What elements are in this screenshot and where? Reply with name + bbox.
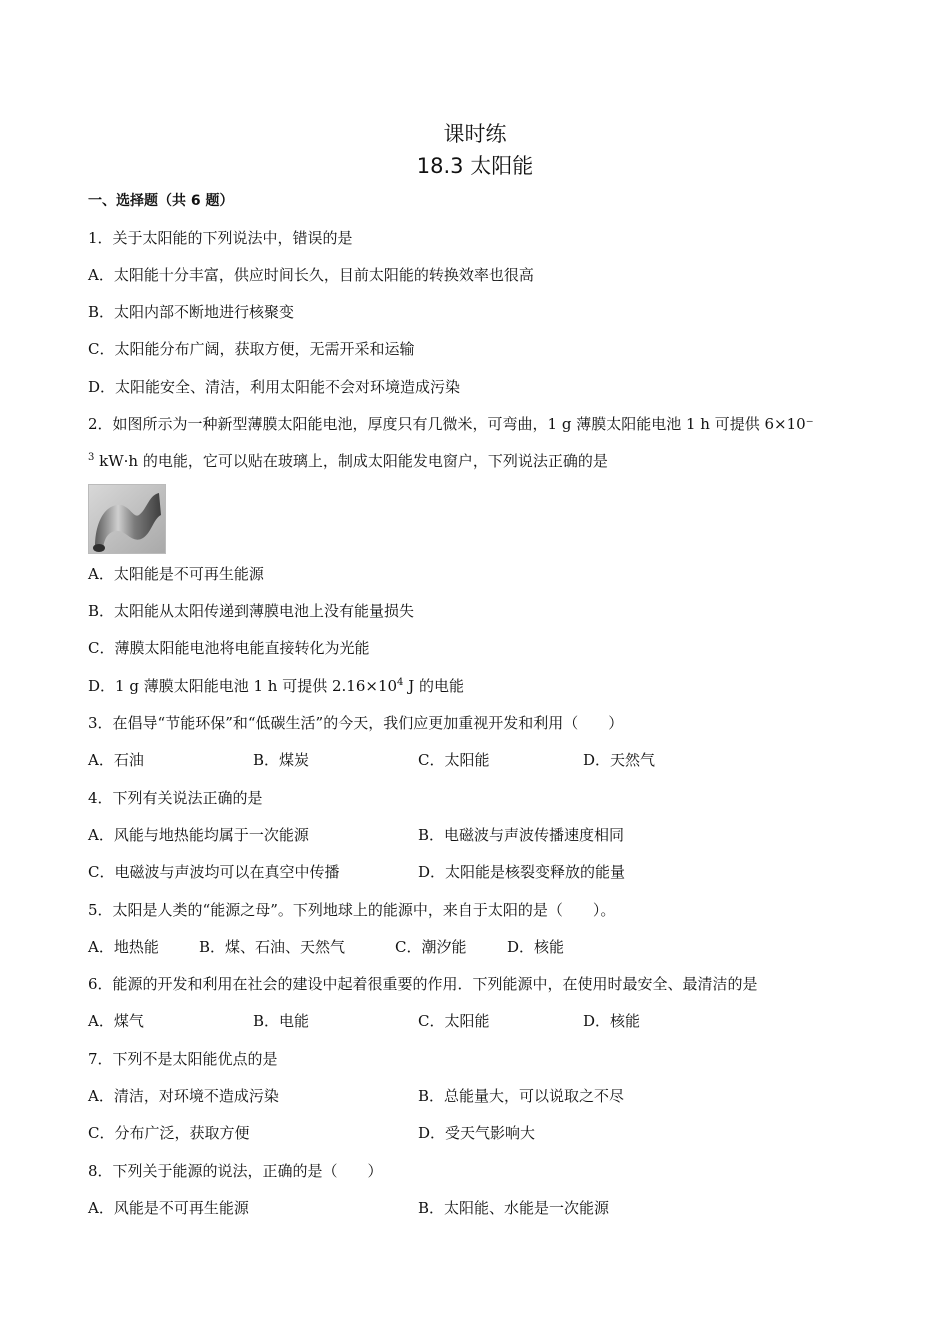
q2-option-c: C．薄膜太阳能电池将电能直接转化为光能 [88,639,370,657]
q3-stem: 3．在倡导“节能环保”和“低碳生活”的今天，我们应更加重视开发和利用（ ） [88,714,624,732]
q4-option-d: D．太阳能是核裂变释放的能量 [418,863,626,881]
solar-film-picture [89,485,165,553]
section-heading: 一、选择题（共 6 题） [88,193,234,209]
q1-option-c: C．太阳能分布广阔，获取方便，无需开采和运输 [88,340,415,358]
q7-stem: 7．下列不是太阳能优点的是 [88,1050,278,1068]
q8-option-b: B．太阳能、水能是一次能源 [418,1199,610,1217]
q7-option-b: B．总能量大，可以说取之不尽 [418,1087,625,1105]
q5-option-b: B．煤、石油、天然气 [199,938,346,956]
q1-option-d: D．太阳能安全、清洁，利用太阳能不会对环境造成污染 [88,378,461,396]
page-title: 课时练 [443,122,507,146]
q4-option-b: B．电磁波与声波传播速度相同 [418,826,625,844]
q8-stem: 8．下列关于能源的说法，正确的是（ ） [88,1162,383,1180]
q1-option-a: A．太阳能十分丰富，供应时间长久，目前太阳能的转换效率也很高 [88,266,534,284]
q8-option-a: A．风能是不可再生能源 [88,1199,249,1217]
q5-option-a: A．地热能 [88,938,159,956]
q2-option-a: A．太阳能是不可再生能源 [88,565,264,583]
q2-option-d: D．1 g 薄膜太阳能电池 1 h 可提供 $2.16\times 10^4$ J 的电能 [88,677,464,695]
q6-option-c: C．太阳能 [418,1012,490,1030]
page-subtitle: 18.3 太阳能 [416,154,534,178]
q3-option-b: B．煤炭 [253,751,310,769]
thin-film-solar-cell-image [88,484,166,554]
q7-option-c: C．分布广泛，获取方便 [88,1124,250,1142]
q5-option-c: C．潮汐能 [395,938,467,956]
q6-stem: 6．能源的开发和利用在社会的建设中起着很重要的作用．下列能源中，在使用时最安全、最清洁的是 [88,975,758,993]
q2-stem-line2: $^3$ kW·h 的电能，它可以贴在玻璃上，制成太阳能发电窗户，下列说法正确的是 [88,452,608,470]
q4-stem: 4．下列有关说法正确的是 [88,789,263,807]
q3-option-a: A．石油 [88,751,144,769]
q1-option-b: B．太阳内部不断地进行核聚变 [88,303,295,321]
q6-option-d: D．核能 [583,1012,641,1030]
q4-option-c: C．电磁波与声波均可以在真空中传播 [88,863,340,881]
q5-stem: 5．太阳是人类的“能源之母”。下列地球上的能源中，来自于太阳的是（ ）。 [88,901,616,919]
q1-stem: 1．关于太阳能的下列说法中，错误的是 [88,229,353,247]
q3-option-c: C．太阳能 [418,751,490,769]
q7-option-d: D．受天气影响大 [418,1124,536,1142]
q2-stem-line1: 2．如图所示为一种新型薄膜太阳能电池，厚度只有几微米，可弯曲，1 g 薄膜太阳能电池 1 h 可提供 6×10⁻ [88,415,814,433]
q7-option-a: A．清洁，对环境不造成污染 [88,1087,279,1105]
q6-option-b: B．电能 [253,1012,310,1030]
q2-option-b: B．太阳能从太阳传递到薄膜电池上没有能量损失 [88,602,415,620]
q4-option-a: A．风能与地热能均属于一次能源 [88,826,309,844]
q6-option-a: A．煤气 [88,1012,144,1030]
q5-option-d: D．核能 [507,938,565,956]
q3-option-d: D．天然气 [583,751,656,769]
